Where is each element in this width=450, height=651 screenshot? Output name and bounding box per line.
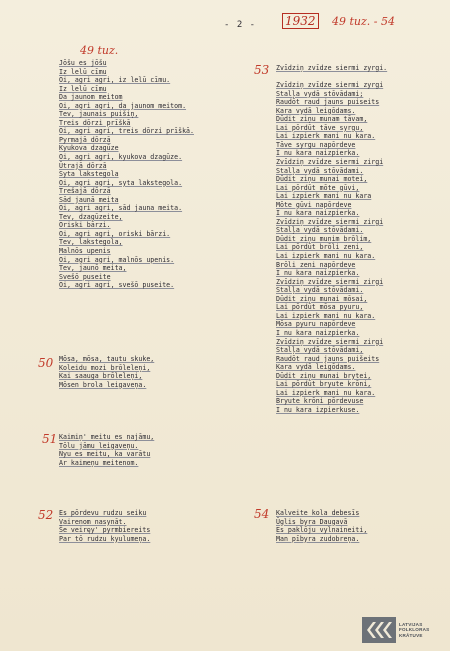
verse-line: Brōli zeni napōrdeve	[276, 260, 356, 269]
verse-line: Vairenom nasynāt.	[59, 517, 127, 526]
verse-line: Stalļa vydā stōvādami;	[276, 89, 364, 98]
verse-line: Kyukova dzagūze	[59, 144, 119, 153]
verse-line: Lai pōrdūt brōli zeni,	[276, 243, 364, 252]
verse-line: Bryute krōni pōrdevuse	[276, 397, 364, 406]
song-53	[276, 64, 387, 414]
verse-line: Dūdit ziņu munam tāvam,	[276, 115, 368, 124]
song-54	[276, 509, 367, 543]
verse-line: Oi, agri agri, kyukova dzagūze.	[59, 153, 183, 162]
verse-line: Zvīdziņ zvīdze siermi zyrgi	[276, 81, 384, 90]
verse-line: Iz lelū cīmu	[59, 67, 107, 76]
verse-line: Stalļa vydā stōvādami.	[276, 166, 364, 175]
verse-line: Dūdit ziņu munai motei,	[276, 175, 368, 184]
verse-line: Oi, agri agri, malnōs upenis.	[59, 255, 175, 264]
verse-line: Zvīdziņ zvīdze siermi zirgi	[276, 277, 384, 286]
verse-line: Oi, agri agri, da jaunom meitom.	[59, 101, 187, 110]
verse-line: Mōte gūvi napōrdeve	[276, 200, 352, 209]
verse-line: Nyu es meitu, ka varātu	[59, 450, 151, 459]
verse-line: Lai pōrdūt mōsa pyuru,	[276, 303, 364, 312]
verse-line: Tāve syrgu napōrdeve	[276, 140, 356, 149]
kk-emblem-icon	[362, 617, 396, 643]
verse-line: Kara vydā leigōdams.	[276, 106, 356, 115]
verse-line: Iz lelū cīmu	[59, 84, 107, 93]
verse-line: Man pībyra zudobreņa.	[276, 534, 360, 543]
verse-line: Stalļa vydā stōvādami.	[276, 286, 364, 295]
verse-line: Mōsen brola leigaveņa.	[59, 380, 147, 389]
year-stamp: 1932	[282, 13, 319, 29]
verse-line: Mōsa pyuru napōrdeve	[276, 320, 356, 329]
verse-line: Dūdit ziņu munai mōsai,	[276, 294, 368, 303]
verse-line: Zvīdziņ zvīdze siermi zyrgi.	[276, 64, 388, 72]
verse-line: Kalveite kola debesīs	[276, 509, 360, 517]
verse-line: I nu kara naizpierka.	[276, 328, 360, 337]
logo-text: LATVIJAS FOLKLORAS KRĀTUVE	[399, 622, 430, 638]
verse-line: Ūglis byra Daugavā	[276, 517, 348, 526]
song-52	[59, 509, 150, 543]
verse-line: Oriski bārzi.	[59, 221, 111, 230]
verse-line: I nu kara naizpierka.	[276, 209, 360, 218]
verse-line: Ar kaimeņu meitenom.	[59, 458, 139, 467]
verse-line: Ūtrajā dōrzā	[59, 161, 107, 170]
verse-line: Tev, dzagūzeite,	[59, 212, 123, 221]
verse-line: Kaimiņ' meitu es najāmu,	[59, 433, 155, 441]
verse-line: Oi, agri agri, iz lelū cīmu.	[59, 76, 171, 85]
verse-line: Oi, agri agri, syta lakstegola.	[59, 178, 183, 187]
verse-line: Tōlu jāmu leigaveņu.	[59, 441, 139, 450]
verse-line: I nu kara naizpierka.	[276, 269, 360, 278]
verse-line: Stalļa vydā stōvādami,	[276, 346, 364, 355]
verse-line: Trešajā dōrzā	[59, 187, 111, 196]
song-number-54: 54	[254, 507, 270, 521]
verse-line: Mōsa, mōsa, tautu skuke,	[59, 355, 155, 363]
verse-line: Kara vydā leigōdams.	[276, 363, 356, 372]
verse-line: Svešō puseite	[59, 272, 111, 281]
verse-line: Treis dōrzi prīškā	[59, 118, 131, 127]
verse-line: Oi, agri agri, treis dōrzi prīškā.	[59, 127, 194, 136]
verse-line: Lai pōrdūt tāve syrgu,	[276, 123, 364, 132]
song-number-49: 49 tuz.	[80, 44, 119, 57]
verse-line: Malnōs upenis	[59, 247, 111, 256]
verse-line: Syta lakstegola	[59, 170, 119, 179]
verse-line: Lai izpierk mani nu kara	[276, 192, 372, 201]
verse-line: Zvīdziņ zvīdze siermi zirgi	[276, 158, 384, 167]
song-49	[59, 59, 194, 290]
verse-line: I nu kara izpierkuse.	[276, 405, 360, 414]
verse-line: Oi, agri agri, oriski bārzi.	[59, 229, 171, 238]
verse-line: Lai izpierk mani nu kara.	[276, 132, 376, 141]
verse-line: Stalļa vydā stōvādami.	[276, 226, 364, 235]
verse-line: Da jaunom meitom	[59, 93, 123, 102]
verse-line: Še veiręy' pyrmbiereits	[59, 526, 151, 535]
verse-line: Zvīdziņ zvīdze siermi zirgi	[276, 337, 384, 346]
verse-line: Tev, jaunais puišiņ,	[59, 110, 139, 119]
verse-line	[276, 73, 387, 82]
verse-line: Sād jaunā meita	[59, 195, 119, 204]
verse-line: Dūdit ziņu munim brōlim,	[276, 234, 372, 243]
verse-line: Oi, agri agri, sād jauna meita.	[59, 204, 183, 213]
verse-line: Kai saauga brōleleņi,	[59, 372, 143, 381]
verse-line: Oi, agri agri, svešō puseite.	[59, 281, 175, 290]
verse-line: Raudōt raud jauns puiseits	[276, 98, 380, 107]
verse-line: Dūdit ziņu munai brytei,	[276, 371, 372, 380]
verse-line: Zvīdziņ zvīdze siermi zirgi	[276, 217, 384, 226]
song-number-51: 51	[42, 432, 58, 446]
verse-line: Raudōt raud jauns puišeits	[276, 354, 380, 363]
verse-line: Lai pōrdūt bryute krōni,	[276, 380, 372, 389]
verse-line: Par tō rudzu kyulumeņa.	[59, 534, 151, 543]
verse-line: Tev, jaunō meita,	[59, 264, 127, 273]
verse-line: Koleidu mozi brōleleņi,	[59, 363, 151, 372]
verse-line: Pyrmajā dōrzā	[59, 135, 111, 144]
song-number-53: 53	[254, 63, 270, 77]
verse-line: Tev, lakstegola,	[59, 238, 123, 247]
verse-line: Es pōrdevu rudzu seiku	[59, 509, 147, 517]
song-number-52: 52	[38, 508, 54, 522]
verse-line: Lai izpierk mani nu kara.	[276, 252, 376, 261]
song-51	[59, 433, 154, 467]
verse-line: Es paklōju vylnaineiti,	[276, 526, 368, 535]
handwritten-range-note: 49 tuz. - 54	[332, 15, 395, 28]
verse-line: Lai izpierk mani nu kara.	[276, 388, 376, 397]
verse-line: Lai pōrdūt mōte gūvi,	[276, 183, 360, 192]
verse-line: Jōšu es jōšu	[59, 59, 107, 67]
page-number: - 2 -	[224, 20, 257, 30]
song-number-50: 50	[38, 356, 54, 370]
archive-logo	[362, 617, 444, 643]
song-50	[59, 355, 154, 389]
verse-line: Lai izpierk mani nu kara.	[276, 311, 376, 320]
verse-line: I nu kara naizpierka.	[276, 149, 360, 158]
